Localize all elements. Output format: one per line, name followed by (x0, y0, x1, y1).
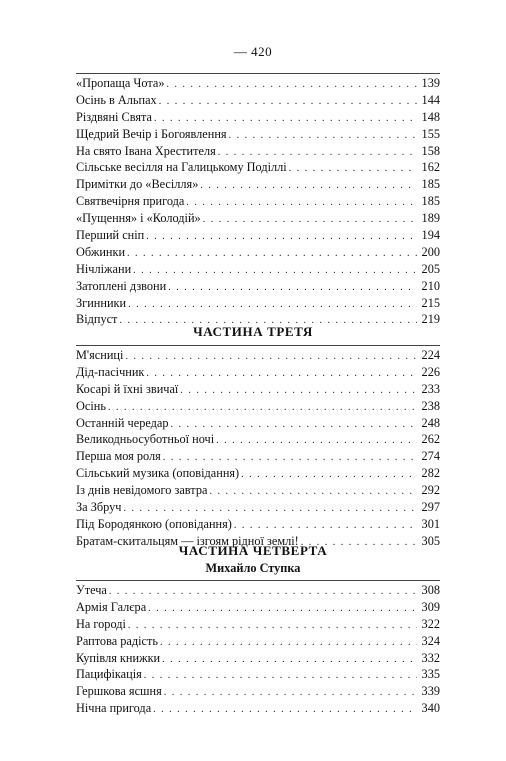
toc-entry (76, 364, 440, 381)
toc-entry (76, 415, 440, 432)
entry-title: Осінь в Альпах (76, 92, 157, 107)
toc-entry (76, 398, 440, 415)
dot-leader (127, 246, 417, 263)
entry-title: Із днів невідомого завтра (76, 483, 208, 498)
toc-entry (76, 666, 440, 683)
entry-title: Дід-пасічник (76, 364, 145, 379)
toc-entry (76, 143, 440, 160)
dot-leader (109, 584, 417, 601)
entry-title: Армія Галєра (76, 599, 147, 614)
entry-title: Пацифікація (76, 667, 142, 682)
entry-page-number: 301 (421, 516, 440, 531)
entry-title: На свято Івана Хрестителя (76, 143, 216, 158)
dot-leader (200, 178, 417, 195)
dot-leader (180, 383, 417, 400)
entry-page-number: 148 (421, 109, 440, 124)
toc-entry (76, 700, 440, 717)
dot-leader (133, 263, 417, 280)
dot-leader (164, 685, 417, 702)
entry-title: Затоплені дзвони (76, 278, 167, 293)
entry-title: Перша моя роля (76, 449, 161, 464)
part-four-rule (76, 580, 440, 581)
entry-title: Сільське весілля на Галицькому Поділлі (76, 160, 287, 175)
entry-title: Перший сніп (76, 228, 145, 243)
entry-page-number: 309 (421, 599, 440, 614)
entry-title: Щедрий Вечір і Богоявлення (76, 126, 227, 141)
entry-page-number: 335 (421, 667, 440, 682)
entry-title: Осінь (76, 398, 106, 413)
entry-title: Нічліжани (76, 261, 132, 276)
entry-page-number: 248 (421, 415, 440, 430)
toc-part-two (76, 75, 440, 328)
toc-part-three (76, 347, 440, 550)
toc-entry (76, 261, 440, 278)
entry-title: Нічна пригода (76, 701, 152, 716)
toc-entry (76, 650, 440, 667)
toc-entry (76, 582, 440, 599)
entry-title: «Пропаща Чота» (76, 76, 165, 90)
toc-entry (76, 616, 440, 633)
entry-page-number: 224 (421, 348, 440, 362)
entry-page-number: 332 (421, 650, 440, 665)
entry-title: Примітки до «Весілля» (76, 177, 199, 192)
entry-title: Обжинки (76, 244, 126, 259)
toc-entry (76, 516, 440, 533)
entry-page-number: 185 (421, 177, 440, 192)
dot-leader (186, 195, 417, 212)
entry-title: Різдвяні Свята (76, 109, 153, 124)
entry-title: Косарі й їхні звичаї (76, 381, 179, 396)
entry-title: За Збруч (76, 500, 122, 515)
toc-entry (76, 295, 440, 312)
top-rule (76, 73, 440, 74)
part-three-heading: ЧАСТИНА ТРЕТЯ (193, 324, 313, 339)
dot-leader (216, 433, 417, 450)
dot-leader (209, 484, 417, 501)
dot-leader (148, 601, 417, 618)
entry-page-number: 185 (421, 194, 440, 209)
toc-entry (76, 465, 440, 482)
entry-page-number: 292 (421, 483, 440, 498)
entry-title: Гершкова ясшня (76, 684, 162, 699)
entry-page-number: 194 (421, 228, 440, 243)
dot-leader (289, 161, 417, 178)
entry-page-number: 308 (421, 583, 440, 597)
entry-page-number: 158 (421, 143, 440, 158)
entry-title: Братам-скитальцям — ізгоям рідної землі! (76, 533, 299, 548)
entry-page-number: 238 (421, 398, 440, 413)
entry-page-number: 339 (421, 684, 440, 699)
toc-entry (76, 193, 440, 210)
entry-page-number: 322 (421, 616, 440, 631)
entry-page-number: 233 (421, 381, 440, 396)
page-number: — 420 (233, 44, 273, 59)
entry-page-number: 155 (421, 126, 440, 141)
toc-entry (76, 381, 440, 398)
entry-page-number: 200 (421, 244, 440, 259)
entry-title: Згинники (76, 295, 127, 310)
toc-entry (76, 448, 440, 465)
dot-leader (128, 297, 417, 314)
entry-page-number: 297 (421, 500, 440, 515)
dot-leader (168, 280, 417, 297)
entry-page-number: 205 (421, 261, 440, 276)
toc-entry (76, 482, 440, 499)
toc-entry (76, 227, 440, 244)
toc-entry (76, 633, 440, 650)
entry-page-number: 274 (421, 449, 440, 464)
entry-page-number: 219 (421, 312, 440, 327)
entry-title: Утеча (76, 583, 107, 597)
entry-page-number: 210 (421, 278, 440, 293)
entry-page-number: 305 (421, 533, 440, 548)
entry-title: Великодньосуботньої ночі (76, 432, 215, 447)
toc-entry (76, 347, 440, 364)
entry-page-number: 139 (421, 76, 440, 90)
dot-leader (160, 635, 417, 652)
entry-title: Сільський музика (оповідання) (76, 466, 240, 481)
entry-page-number: 340 (421, 701, 440, 716)
entry-page-number: 282 (421, 466, 440, 481)
entry-title: Відпуст (76, 312, 118, 327)
toc-part-four (76, 582, 440, 717)
dot-leader (159, 94, 417, 111)
dot-leader (146, 229, 417, 246)
dot-leader (203, 212, 417, 229)
dot-leader (125, 349, 417, 366)
dot-leader (146, 366, 417, 383)
toc-entry (76, 109, 440, 126)
entry-page-number: 144 (421, 92, 440, 107)
toc-entry (76, 599, 440, 616)
dot-leader (153, 702, 417, 719)
toc-entry (76, 75, 440, 92)
dot-leader (166, 77, 417, 94)
dot-leader (128, 618, 417, 635)
entry-page-number: 324 (421, 633, 440, 648)
entry-page-number: 215 (421, 295, 440, 310)
dot-leader (229, 128, 417, 145)
dot-leader (241, 467, 417, 484)
part-four-heading: ЧАСТИНА ЧЕТВЕРТА (178, 543, 328, 558)
entry-page-number: 262 (421, 432, 440, 447)
dot-leader (162, 652, 417, 669)
toc-entry (76, 210, 440, 227)
entry-title: Під Бородянкою (оповідання) (76, 516, 232, 531)
toc-entry (76, 176, 440, 193)
part-three-rule (76, 345, 440, 346)
entry-title: Купівля книжки (76, 650, 161, 665)
toc-entry (76, 278, 440, 295)
entry-page-number: 189 (421, 211, 440, 226)
entry-page-number: 162 (421, 160, 440, 175)
toc-entry (76, 683, 440, 700)
part-four-subheading: Михайло Ступка (205, 561, 301, 575)
entry-page-number: 226 (421, 364, 440, 379)
toc-entry (76, 431, 440, 448)
toc-entry (76, 92, 440, 109)
entry-title: «Пущення» і «Колодій» (76, 211, 201, 226)
toc-entry (76, 499, 440, 516)
entry-title: Раптова радість (76, 633, 158, 648)
entry-title: Святвечірня пригода (76, 194, 185, 209)
toc-entry (76, 159, 440, 176)
entry-title: На городі (76, 616, 126, 631)
entry-title: Останній чередар (76, 415, 169, 430)
dot-leader (144, 668, 417, 685)
toc-entry (76, 126, 440, 143)
toc-entry (76, 244, 440, 261)
entry-title: М'ясниці (76, 348, 124, 362)
